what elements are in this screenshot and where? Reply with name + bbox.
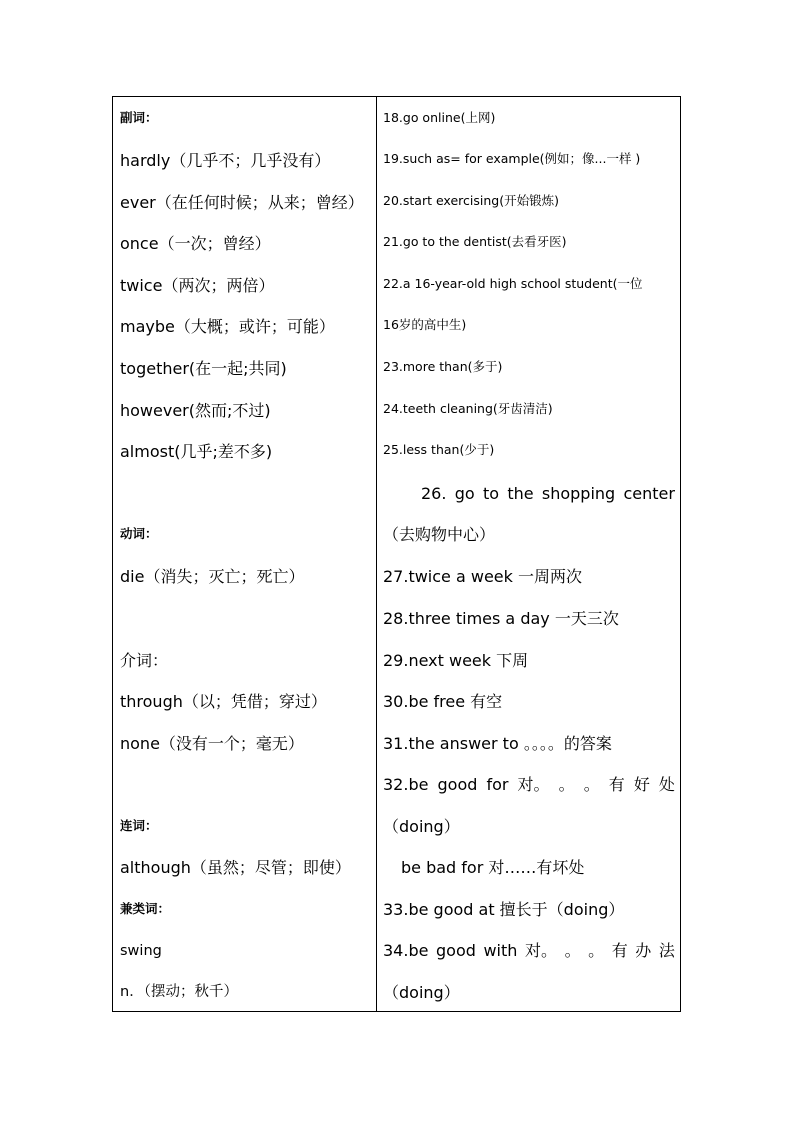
adverb-item: together(在一起;共同) (120, 359, 287, 378)
verb-item: die（消失；灭亡；死亡） (120, 567, 305, 586)
vocabulary-table (112, 96, 681, 1012)
phrase-item: 25.less than(少于) (383, 442, 495, 457)
adverb-item: almost(几乎;差不多) (120, 442, 273, 461)
adverb-item: twice（两次；两倍） (120, 276, 275, 295)
phrase-item-26-cont: （去购物中心） (383, 525, 496, 544)
phrase-item-34-cont: （doing） (383, 983, 460, 1002)
phrase-item-33: 33.be good at 擅长于（doing） (383, 900, 625, 919)
phrase-item: 20.start exercising(开始锻炼) (383, 193, 559, 208)
phrase-item: 31.the answer to 。。。。的答案 (383, 734, 612, 753)
word: the (507, 484, 534, 503)
word: for (486, 775, 509, 794)
word: 。 (583, 775, 600, 794)
adverb-item: once（一次；曾经） (120, 234, 271, 253)
word: 法 (658, 941, 675, 960)
phrase-item: 29.next week 下周 (383, 651, 529, 670)
phrase-item-26 (421, 486, 675, 502)
phrase-item: 27.twice a week 一周两次 (383, 567, 582, 586)
word: 对。 (517, 775, 550, 794)
word: 对。 (524, 941, 557, 960)
verb-heading: 动词： (120, 526, 158, 541)
word: 。 (588, 941, 605, 960)
adverb-heading: 副词： (120, 110, 158, 125)
phrase-item-32-cont: （doing） (383, 817, 460, 836)
word: 26. (421, 484, 447, 503)
word: 32.be (383, 775, 429, 794)
conj-heading: 连词： (120, 818, 158, 833)
adverb-item: ever（在任何时候；从来；曾经） (120, 193, 364, 212)
phrase-item: 19.such as= for example(例如；像...一样 ) (383, 151, 641, 166)
phrase-item: 18.go online(上网) (383, 110, 496, 125)
word: 有 (611, 941, 628, 960)
word: 有 (608, 775, 625, 794)
adverb-item: maybe（大概；或许；可能） (120, 317, 335, 336)
phrase-item: 23.more than(多于) (383, 359, 503, 374)
word: with (483, 941, 518, 960)
phrase-item-32 (383, 777, 675, 793)
word: good (436, 941, 476, 960)
phrase-item: 22.a 16-year-old high school student(一位 (383, 276, 643, 291)
multi-item: swing (120, 943, 162, 959)
phrase-item-bad-for: be bad for 对……有坏处 (401, 858, 585, 877)
multi-heading: 兼类词： (120, 901, 171, 916)
word: to (482, 484, 500, 503)
word: 处 (658, 775, 675, 794)
adverb-item: hardly（几乎不；几乎没有） (120, 151, 331, 170)
word: 好 (633, 775, 650, 794)
phrase-item: 21.go to the dentist(去看牙医) (383, 234, 567, 249)
conj-item: although（虽然；尽管；即使） (120, 858, 351, 877)
word: good (437, 775, 478, 794)
phrase-item-34 (383, 943, 675, 959)
word: 办 (635, 941, 652, 960)
word: 。 (558, 775, 575, 794)
word: shopping (541, 484, 616, 503)
phrase-item: 24.teeth cleaning(牙齿清洁) (383, 401, 553, 416)
word: 34.be (383, 941, 429, 960)
prep-item: none（没有一个；毫无） (120, 734, 304, 753)
word: 。 (564, 941, 581, 960)
word: go (454, 484, 475, 503)
prep-heading: 介词： (120, 651, 169, 670)
column-divider (376, 97, 377, 1011)
prep-item: through（以；凭借；穿过） (120, 692, 327, 711)
phrase-item: 28.three times a day 一天三次 (383, 609, 619, 628)
adverb-item: however(然而;不过) (120, 401, 271, 420)
word: center (623, 484, 675, 503)
multi-item: n．（摆动；秋千） (120, 984, 238, 1000)
phrase-item: 30.be free 有空 (383, 692, 503, 711)
phrase-item: 16岁的高中生) (383, 317, 467, 332)
